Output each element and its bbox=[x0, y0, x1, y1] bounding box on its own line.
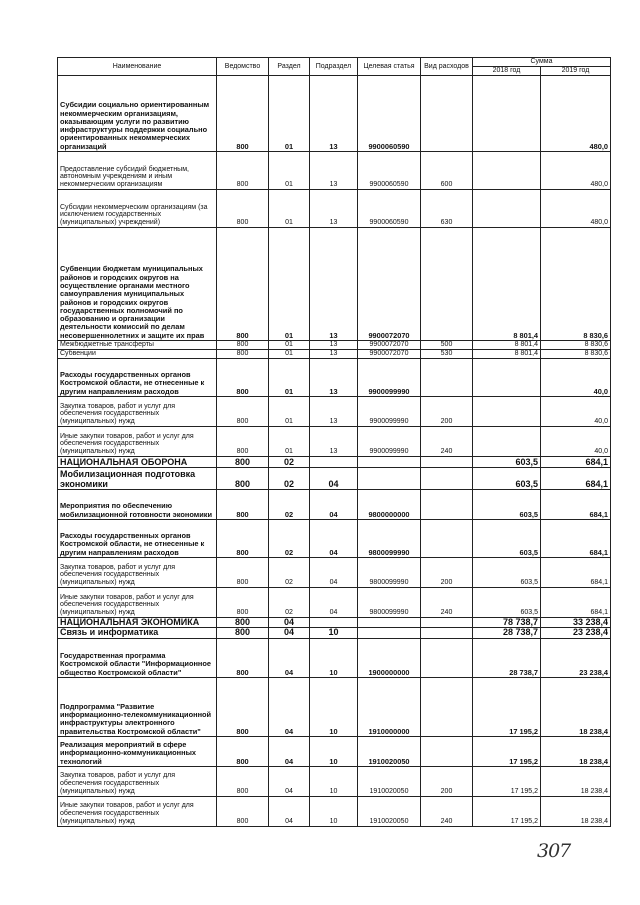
row-exptype bbox=[421, 468, 473, 490]
row-2019: 40,0 bbox=[541, 359, 611, 397]
table-row bbox=[58, 796, 611, 826]
row-2019: 684,1 bbox=[541, 520, 611, 558]
row-dept: 800 bbox=[217, 359, 269, 397]
row-target: 1900000000 bbox=[358, 638, 421, 677]
table-row bbox=[58, 468, 611, 490]
row-dept: 800 bbox=[217, 520, 269, 558]
row-2018 bbox=[473, 152, 541, 190]
header-2019: 2019 год bbox=[541, 67, 611, 76]
row-name: Связь и информатика bbox=[58, 628, 217, 638]
row-target: 9800099990 bbox=[358, 520, 421, 558]
row-dept: 800 bbox=[217, 638, 269, 677]
row-name: Расходы государственных органов Костромской области, не отнесенные к другим направлениям расходов bbox=[58, 520, 217, 558]
row-name: Подпрограмма "Развитие информационно-телекоммуникационной инфраструктуры электронного правительства Костромской области" bbox=[58, 677, 217, 736]
row-subsection bbox=[310, 457, 358, 468]
row-2019: 684,1 bbox=[541, 588, 611, 618]
row-2018: 8 801,4 bbox=[473, 350, 541, 359]
row-2018 bbox=[473, 359, 541, 397]
row-2019: 480,0 bbox=[541, 152, 611, 190]
row-exptype bbox=[421, 490, 473, 520]
table-row bbox=[58, 350, 611, 359]
row-subsection: 10 bbox=[310, 736, 358, 766]
row-exptype bbox=[421, 76, 473, 152]
row-section: 04 bbox=[269, 677, 310, 736]
row-exptype: 530 bbox=[421, 350, 473, 359]
row-name: Закупка товаров, работ и услуг для обеспечения государственных (муниципальных) нужд bbox=[58, 558, 217, 588]
row-name: Государственная программа Костромской области "Информационное общество Костромской области" bbox=[58, 638, 217, 677]
row-subsection: 04 bbox=[310, 558, 358, 588]
row-exptype: 500 bbox=[421, 341, 473, 350]
row-2018: 17 195,2 bbox=[473, 677, 541, 736]
row-dept: 800 bbox=[217, 228, 269, 341]
row-subsection bbox=[310, 618, 358, 628]
table-row bbox=[58, 558, 611, 588]
row-2019: 8 830,6 bbox=[541, 341, 611, 350]
row-2019: 18 238,4 bbox=[541, 677, 611, 736]
row-target: 9900072070 bbox=[358, 350, 421, 359]
row-subsection: 10 bbox=[310, 677, 358, 736]
row-2019: 33 238,4 bbox=[541, 618, 611, 628]
row-dept: 800 bbox=[217, 490, 269, 520]
row-exptype: 630 bbox=[421, 190, 473, 228]
row-target bbox=[358, 618, 421, 628]
table-row bbox=[58, 677, 611, 736]
row-section: 01 bbox=[269, 152, 310, 190]
row-section: 01 bbox=[269, 190, 310, 228]
row-target: 1910020050 bbox=[358, 796, 421, 826]
table-row bbox=[58, 588, 611, 618]
row-target: 9800099990 bbox=[358, 588, 421, 618]
row-2019: 8 830,6 bbox=[541, 228, 611, 341]
header-section: Раздел bbox=[269, 58, 310, 76]
row-subsection: 13 bbox=[310, 190, 358, 228]
row-2018: 28 738,7 bbox=[473, 638, 541, 677]
row-name: Межбюджетные трансферты bbox=[58, 341, 217, 350]
table-row bbox=[58, 457, 611, 468]
row-exptype bbox=[421, 638, 473, 677]
row-name: Предоставление субсидий бюджетным, автономным учреждениям и иным некоммерческим организациям bbox=[58, 152, 217, 190]
header-subsection: Подраздел bbox=[310, 58, 358, 76]
table-row bbox=[58, 76, 611, 152]
row-target: 9900072070 bbox=[358, 228, 421, 341]
row-section: 01 bbox=[269, 228, 310, 341]
row-2018: 78 738,7 bbox=[473, 618, 541, 628]
row-subsection: 04 bbox=[310, 588, 358, 618]
table-row bbox=[58, 490, 611, 520]
row-subsection: 04 bbox=[310, 520, 358, 558]
row-target bbox=[358, 628, 421, 638]
row-dept: 800 bbox=[217, 190, 269, 228]
row-section: 04 bbox=[269, 736, 310, 766]
row-subsection: 10 bbox=[310, 796, 358, 826]
row-2018: 8 801,4 bbox=[473, 341, 541, 350]
row-target bbox=[358, 468, 421, 490]
row-2019: 684,1 bbox=[541, 490, 611, 520]
row-2018: 603,5 bbox=[473, 457, 541, 468]
row-subsection: 10 bbox=[310, 628, 358, 638]
row-name: Субсидии социально ориентированным некоммерческим организациям, оказывающим услуги по развитию инфраструктуры поддержки социально ориентированных некоммерческих организаций bbox=[58, 76, 217, 152]
row-name: Мероприятия по обеспечению мобилизационной готовности экономики bbox=[58, 490, 217, 520]
row-section: 01 bbox=[269, 76, 310, 152]
row-2018: 17 195,2 bbox=[473, 736, 541, 766]
row-2018: 8 801,4 bbox=[473, 228, 541, 341]
row-exptype: 600 bbox=[421, 152, 473, 190]
row-2018 bbox=[473, 190, 541, 228]
header-dept: Ведомство bbox=[217, 58, 269, 76]
row-2019: 23 238,4 bbox=[541, 628, 611, 638]
row-2018: 603,5 bbox=[473, 490, 541, 520]
row-exptype: 200 bbox=[421, 766, 473, 796]
row-exptype: 240 bbox=[421, 796, 473, 826]
row-section: 02 bbox=[269, 457, 310, 468]
row-target: 9900060590 bbox=[358, 190, 421, 228]
table-row bbox=[58, 520, 611, 558]
row-dept: 800 bbox=[217, 341, 269, 350]
header-name: Наименование bbox=[58, 58, 217, 76]
row-2018 bbox=[473, 397, 541, 427]
row-name: Расходы государственных органов Костромской области, не отнесенные к другим направлениям расходов bbox=[58, 359, 217, 397]
row-name: Субвенции бюджетам муниципальных районов и городских округов на осуществление органами местного самоуправления муниципальных районов и городских округов государственных полномочий по образованию и организации деятельности комиссий по делам несовершеннолетних и защите их прав bbox=[58, 228, 217, 341]
row-2019: 23 238,4 bbox=[541, 638, 611, 677]
header-target: Целевая статья bbox=[358, 58, 421, 76]
row-section: 02 bbox=[269, 558, 310, 588]
row-name: Субвенции bbox=[58, 350, 217, 359]
row-2018: 603,5 bbox=[473, 588, 541, 618]
row-exptype bbox=[421, 228, 473, 341]
row-name: Иные закупки товаров, работ и услуг для обеспечения государственных (муниципальных) нужд bbox=[58, 796, 217, 826]
row-name: Мобилизационная подготовка экономики bbox=[58, 468, 217, 490]
row-name: Закупка товаров, работ и услуг для обеспечения государственных (муниципальных) нужд bbox=[58, 766, 217, 796]
row-section: 01 bbox=[269, 341, 310, 350]
budget-table bbox=[57, 57, 611, 827]
row-exptype bbox=[421, 359, 473, 397]
row-exptype: 240 bbox=[421, 588, 473, 618]
row-target: 9800099990 bbox=[358, 558, 421, 588]
row-target bbox=[358, 457, 421, 468]
table-row bbox=[58, 152, 611, 190]
row-dept: 800 bbox=[217, 766, 269, 796]
row-dept: 800 bbox=[217, 588, 269, 618]
row-exptype: 240 bbox=[421, 427, 473, 457]
table-row bbox=[58, 766, 611, 796]
row-exptype bbox=[421, 457, 473, 468]
row-exptype bbox=[421, 628, 473, 638]
row-subsection: 13 bbox=[310, 350, 358, 359]
row-2018: 603,5 bbox=[473, 520, 541, 558]
row-2019: 18 238,4 bbox=[541, 766, 611, 796]
row-section: 01 bbox=[269, 427, 310, 457]
row-subsection: 13 bbox=[310, 341, 358, 350]
row-dept: 800 bbox=[217, 350, 269, 359]
row-name: Иные закупки товаров, работ и услуг для обеспечения государственных (муниципальных) нужд bbox=[58, 427, 217, 457]
header-2018: 2018 год bbox=[473, 67, 541, 76]
table-row bbox=[58, 736, 611, 766]
row-2019: 480,0 bbox=[541, 190, 611, 228]
row-section: 02 bbox=[269, 468, 310, 490]
row-name: Субсидии некоммерческим организациям (за исключением государственных (муниципальных) учреждений) bbox=[58, 190, 217, 228]
table-row bbox=[58, 628, 611, 638]
row-name: Реализация мероприятий в сфере информационно-коммуникационных технологий bbox=[58, 736, 217, 766]
row-exptype: 200 bbox=[421, 397, 473, 427]
row-subsection: 13 bbox=[310, 427, 358, 457]
row-dept: 800 bbox=[217, 796, 269, 826]
row-name: НАЦИОНАЛЬНАЯ ЭКОНОМИКА bbox=[58, 618, 217, 628]
row-name: НАЦИОНАЛЬНАЯ ОБОРОНА bbox=[58, 457, 217, 468]
table-row bbox=[58, 638, 611, 677]
row-section: 02 bbox=[269, 588, 310, 618]
row-target: 9800000000 bbox=[358, 490, 421, 520]
row-dept: 800 bbox=[217, 628, 269, 638]
row-subsection: 13 bbox=[310, 76, 358, 152]
row-target: 1910000000 bbox=[358, 677, 421, 736]
row-exptype bbox=[421, 520, 473, 558]
row-section: 04 bbox=[269, 628, 310, 638]
row-target: 9900099990 bbox=[358, 397, 421, 427]
row-target: 1910020050 bbox=[358, 736, 421, 766]
table-row bbox=[58, 341, 611, 350]
table-row bbox=[58, 618, 611, 628]
table-row bbox=[58, 228, 611, 341]
row-2019: 40,0 bbox=[541, 427, 611, 457]
row-2019: 18 238,4 bbox=[541, 796, 611, 826]
row-dept: 800 bbox=[217, 468, 269, 490]
row-section: 01 bbox=[269, 359, 310, 397]
row-2018 bbox=[473, 76, 541, 152]
row-2019: 684,1 bbox=[541, 558, 611, 588]
row-target: 1910020050 bbox=[358, 766, 421, 796]
row-2019: 684,1 bbox=[541, 457, 611, 468]
row-subsection: 04 bbox=[310, 490, 358, 520]
row-exptype: 200 bbox=[421, 558, 473, 588]
row-dept: 800 bbox=[217, 677, 269, 736]
row-target: 9900060590 bbox=[358, 152, 421, 190]
row-section: 04 bbox=[269, 796, 310, 826]
row-section: 01 bbox=[269, 397, 310, 427]
row-dept: 800 bbox=[217, 618, 269, 628]
row-2019: 684,1 bbox=[541, 468, 611, 490]
table-body bbox=[58, 76, 611, 827]
row-section: 04 bbox=[269, 618, 310, 628]
header-sum: Сумма bbox=[473, 58, 611, 67]
row-dept: 800 bbox=[217, 397, 269, 427]
row-section: 02 bbox=[269, 490, 310, 520]
row-2018: 603,5 bbox=[473, 558, 541, 588]
row-2018: 28 738,7 bbox=[473, 628, 541, 638]
row-dept: 800 bbox=[217, 152, 269, 190]
row-dept: 800 bbox=[217, 76, 269, 152]
row-target: 9900060590 bbox=[358, 76, 421, 152]
row-dept: 800 bbox=[217, 427, 269, 457]
row-2019: 40,0 bbox=[541, 397, 611, 427]
row-target: 9900099990 bbox=[358, 359, 421, 397]
row-2018 bbox=[473, 427, 541, 457]
row-section: 04 bbox=[269, 638, 310, 677]
row-target: 9900072070 bbox=[358, 341, 421, 350]
table-row bbox=[58, 427, 611, 457]
row-2019: 8 830,6 bbox=[541, 350, 611, 359]
row-dept: 800 bbox=[217, 457, 269, 468]
row-2018: 17 195,2 bbox=[473, 766, 541, 796]
row-2018: 603,5 bbox=[473, 468, 541, 490]
row-exptype bbox=[421, 677, 473, 736]
row-exptype bbox=[421, 736, 473, 766]
row-subsection: 10 bbox=[310, 766, 358, 796]
row-subsection: 04 bbox=[310, 468, 358, 490]
row-subsection: 13 bbox=[310, 359, 358, 397]
row-subsection: 13 bbox=[310, 228, 358, 341]
row-2019: 18 238,4 bbox=[541, 736, 611, 766]
row-section: 01 bbox=[269, 350, 310, 359]
row-2019: 480,0 bbox=[541, 76, 611, 152]
row-dept: 800 bbox=[217, 736, 269, 766]
row-target: 9900099990 bbox=[358, 427, 421, 457]
row-subsection: 13 bbox=[310, 152, 358, 190]
row-subsection: 10 bbox=[310, 638, 358, 677]
row-dept: 800 bbox=[217, 558, 269, 588]
row-2018: 17 195,2 bbox=[473, 796, 541, 826]
row-exptype bbox=[421, 618, 473, 628]
row-section: 04 bbox=[269, 766, 310, 796]
row-name: Закупка товаров, работ и услуг для обеспечения государственных (муниципальных) нужд bbox=[58, 397, 217, 427]
header-exptype: Вид расходов bbox=[421, 58, 473, 76]
row-subsection: 13 bbox=[310, 397, 358, 427]
page-number: 307 bbox=[537, 840, 571, 862]
table-row bbox=[58, 397, 611, 427]
row-name: Иные закупки товаров, работ и услуг для обеспечения государственных (муниципальных) нужд bbox=[58, 588, 217, 618]
row-section: 02 bbox=[269, 520, 310, 558]
table-row bbox=[58, 190, 611, 228]
table-row bbox=[58, 359, 611, 397]
